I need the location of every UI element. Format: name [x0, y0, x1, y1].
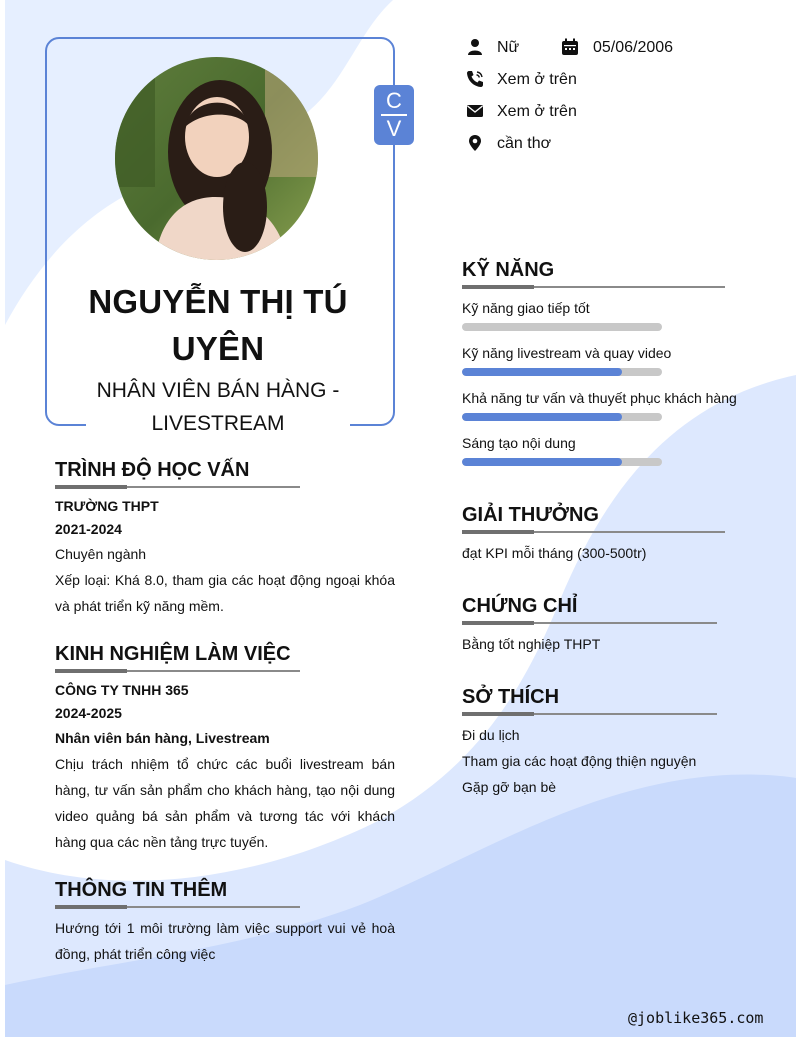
award-item: đạt KPI mỗi tháng (300-500tr): [462, 545, 647, 561]
experience-position: Nhân viên bán hàng, Livestream: [55, 730, 270, 746]
certificates-heading: CHỨNG CHỈ: [462, 595, 578, 617]
skill-bar-fill: [462, 458, 622, 466]
person-icon: [466, 38, 484, 56]
email-value: Xem ở trên: [497, 103, 577, 120]
hobbies-heading: SỞ THÍCH: [462, 686, 560, 708]
awards-divider: [462, 531, 725, 533]
additional-description: Hướng tới 1 môi trường làm việc support vui vẻ hoà đồng, phát triển công việc: [55, 920, 395, 962]
awards-heading: GIẢI THƯỞNG: [462, 504, 599, 526]
hobby-item: Đi du lịch: [462, 727, 520, 743]
education-heading: TRÌNH ĐỘ HỌC VẤN: [55, 459, 250, 481]
experience-company: CÔNG TY TNHH 365: [55, 682, 189, 698]
cv-badge-top: C: [386, 88, 402, 113]
education-years: 2021-2024: [55, 521, 122, 537]
skill-label: Sáng tạo nội dung: [462, 435, 576, 451]
mail-icon: [466, 102, 484, 120]
education-major: Chuyên ngành: [55, 546, 147, 562]
skill-label: Kỹ năng giao tiếp tốt: [462, 300, 590, 316]
phone-icon: [466, 70, 484, 88]
experience-divider: [55, 670, 300, 672]
cv-badge: [374, 85, 414, 145]
certificate-item: Bằng tốt nghiệp THPT: [462, 636, 601, 652]
hobby-item: Tham gia các hoạt động thiện nguyện: [462, 753, 697, 769]
skill-bar: [462, 413, 662, 421]
skill-bar-fill: [462, 413, 622, 421]
skill-bar-fill: [462, 368, 622, 376]
education-description: Xếp loại: Khá 8.0, tham gia các hoạt động ngoại khóa và phát triển kỹ năng mềm.: [55, 572, 395, 614]
education-divider: [55, 486, 300, 488]
location-pin-icon: [466, 134, 484, 152]
profile-photo: [115, 57, 318, 260]
skill-bar: [462, 368, 662, 376]
certificates-divider: [462, 622, 717, 624]
skills-heading: KỸ NĂNG: [462, 259, 555, 281]
address-value: cần thơ: [497, 135, 552, 152]
footer-watermark: @joblike365.com: [628, 1009, 764, 1027]
skill-label: Khả năng tư vấn và thuyết phục khách hàng: [462, 390, 737, 406]
additional-divider: [55, 906, 300, 908]
experience-heading: KINH NGHIỆM LÀM VIỆC: [55, 643, 291, 665]
cv-badge-bottom: V: [386, 116, 402, 141]
skill-label: Kỹ năng livestream và quay video: [462, 345, 672, 361]
skill-bar: [462, 458, 662, 466]
experience-description: Chịu trách nhiệm tổ chức các buổi livestream bán hàng, tư vấn sản phẩm cho khách hàng, tạo nội dung video quảng bá sản phẩm và tương tác với khách hàng qua các nền tảng trực tuyến.: [55, 756, 395, 850]
experience-years: 2024-2025: [55, 705, 122, 721]
job-title: NHÂN VIÊN BÁN HÀNG - LIVESTREAM: [96, 379, 340, 435]
skill-bar: [462, 323, 662, 331]
skills-divider: [462, 286, 725, 288]
hobby-item: Gặp gỡ bạn bè: [462, 779, 557, 795]
full-name: NGUYỄN THỊ TÚ UYÊN: [88, 283, 348, 367]
hobbies-divider: [462, 713, 717, 715]
phone-value: Xem ở trên: [497, 71, 577, 88]
gender-value: Nữ: [497, 39, 520, 56]
additional-heading: THÔNG TIN THÊM: [55, 879, 228, 901]
education-school: TRƯỜNG THPT: [55, 498, 159, 514]
birthday-value: 05/06/2006: [593, 39, 674, 56]
calendar-icon: [561, 38, 579, 56]
